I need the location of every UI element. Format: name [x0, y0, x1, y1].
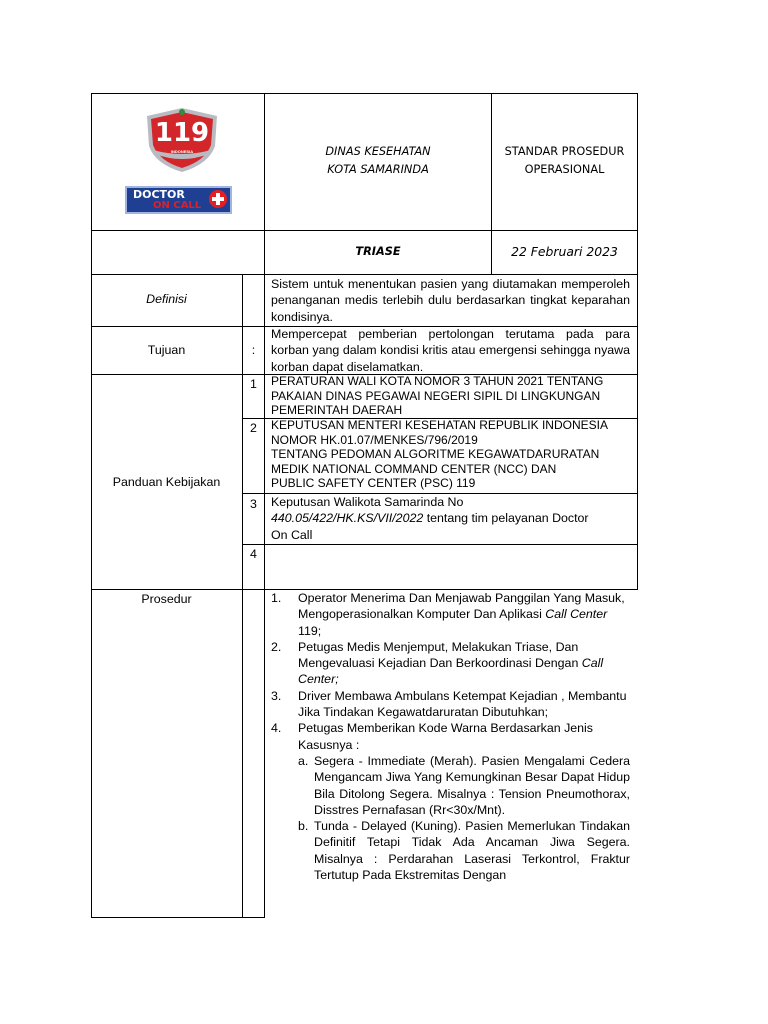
- panduan-item-number: 3: [250, 497, 257, 511]
- tujuan-colon: :: [251, 343, 256, 357]
- prosedur-step: 4. Petugas Memberikan Kode Warna Berdasarkan Jenis Kasusnya : a. Segera - Immediate (Merah). Pasien Mengalami Cedera Mengancam Jiwa Yang Kemungkinan Besar Dapat Hidup Bila Ditolong Segera. Misalnya : Tension Pneumothorax, Disstres Pernafasan (Rr<30x/Mnt). b. Tunda - Delayed (Kuning). Pasien Memerlukan Tindakan Definitif Tetapi Tidak Ada Ancaman Jiwa Segera. Misalnya : Perdarahan Laserasi Terkontrol, Fraktur Tertutup Pada Ekstremitas Dengan: [271, 721, 630, 883]
- agency-name: DINAS KESEHATAN KOTA SAMARINDA: [325, 145, 431, 176]
- tujuan-text: Mempercepat pemberian pertolongan terutama pada para korban yang dalam kondisi kritis atau emergensi sehingga nyawa korban dapat diselamatkan.: [271, 327, 630, 374]
- panduan-item-number: 2: [250, 421, 257, 435]
- prosedur-substep: a. Segera - Immediate (Merah). Pasien Mengalami Cedera Mengancam Jiwa Yang Kemungkinan Besar Dapat Hidup Bila Ditolong Segera. Misalnya : Tension Pneumothorax, Disstres Pernafasan (Rr<30x/Mnt).: [298, 753, 630, 817]
- logo-119-tagline: INDONESIA: [170, 149, 194, 154]
- panduan-label: Panduan Kebijakan: [112, 475, 221, 489]
- document-title: TRIASE: [355, 245, 401, 258]
- logo-119: [143, 106, 221, 174]
- panduan-item: KEPUTUSAN MENTERI KESEHATAN REPUBLIK INDONESIA NOMOR HK.01.07/MENKES/796/2019 TENTANG PEDOMAN ALGORITME KEGAWATDARURATAN MEDIK NATIONAL COMMAND CENTER (NCC) DAN PUBLIC SAFETY CENTER (PSC) 119: [271, 418, 608, 490]
- prosedur-list: [271, 590, 630, 916]
- logo-119-number: 119: [154, 118, 210, 148]
- panduan-item: Keputusan Walikota Samarinda No 440.05/422/HK.KS/VII/2022 tentang tim pelayanan Doctor On Call: [271, 495, 589, 542]
- tujuan-label: Tujuan: [147, 343, 186, 357]
- prosedur-label: Prosedur: [141, 592, 192, 606]
- definisi-text: Sistem untuk menentukan pasien yang diutamakan memperoleh penanganan medis terlebih dulu berdasarkan tingkat keparahan kondisinya.: [271, 277, 630, 324]
- panduan-item-number: 4: [250, 547, 257, 561]
- logo-doctor-on-call: [125, 186, 232, 214]
- logo-doctor-text: DOCTOR: [133, 188, 185, 201]
- panduan-item: PERATURAN WALI KOTA NOMOR 3 TAHUN 2021 TENTANG PAKAIAN DINAS PEGAWAI NEGERI SIPIL DI LINGKUNGAN PEMERINTAH DAERAH: [271, 374, 604, 417]
- definisi-label: Definisi: [146, 292, 187, 306]
- logo-oncall-text: ON CALL: [153, 200, 202, 211]
- document-date: 22 Februari 2023: [511, 244, 618, 259]
- document-type: STANDAR PROSEDUR OPERASIONAL: [504, 145, 625, 176]
- prosedur-step: 2. Petugas Medis Menjemput, Melakukan Triase, Dan Mengevaluasi Kejadian Dan Berkoordinasi Dengan Call Center;: [271, 639, 604, 687]
- prosedur-step: 3. Driver Membawa Ambulans Ketempat Kejadian , Membantu Jika Tindakan Kegawatdaruratan Dibutuhkan;: [271, 688, 627, 720]
- panduan-item-number: 1: [250, 377, 257, 391]
- medical-cross-icon: [209, 190, 227, 208]
- prosedur-substep: b. Tunda - Delayed (Kuning). Pasien Memerlukan Tindakan Definitif Tetapi Tidak Ada Ancaman Jiwa Segera. Misalnya : Perdarahan Laserasi Terkontrol, Fraktur Tertutup Pada Ekstremitas Dengan: [298, 819, 630, 883]
- prosedur-step: 1. Operator Menerima Dan Menjawab Panggilan Yang Masuk, Mengoperasionalkan Komputer Dan Aplikasi Call Center 119;: [271, 591, 625, 638]
